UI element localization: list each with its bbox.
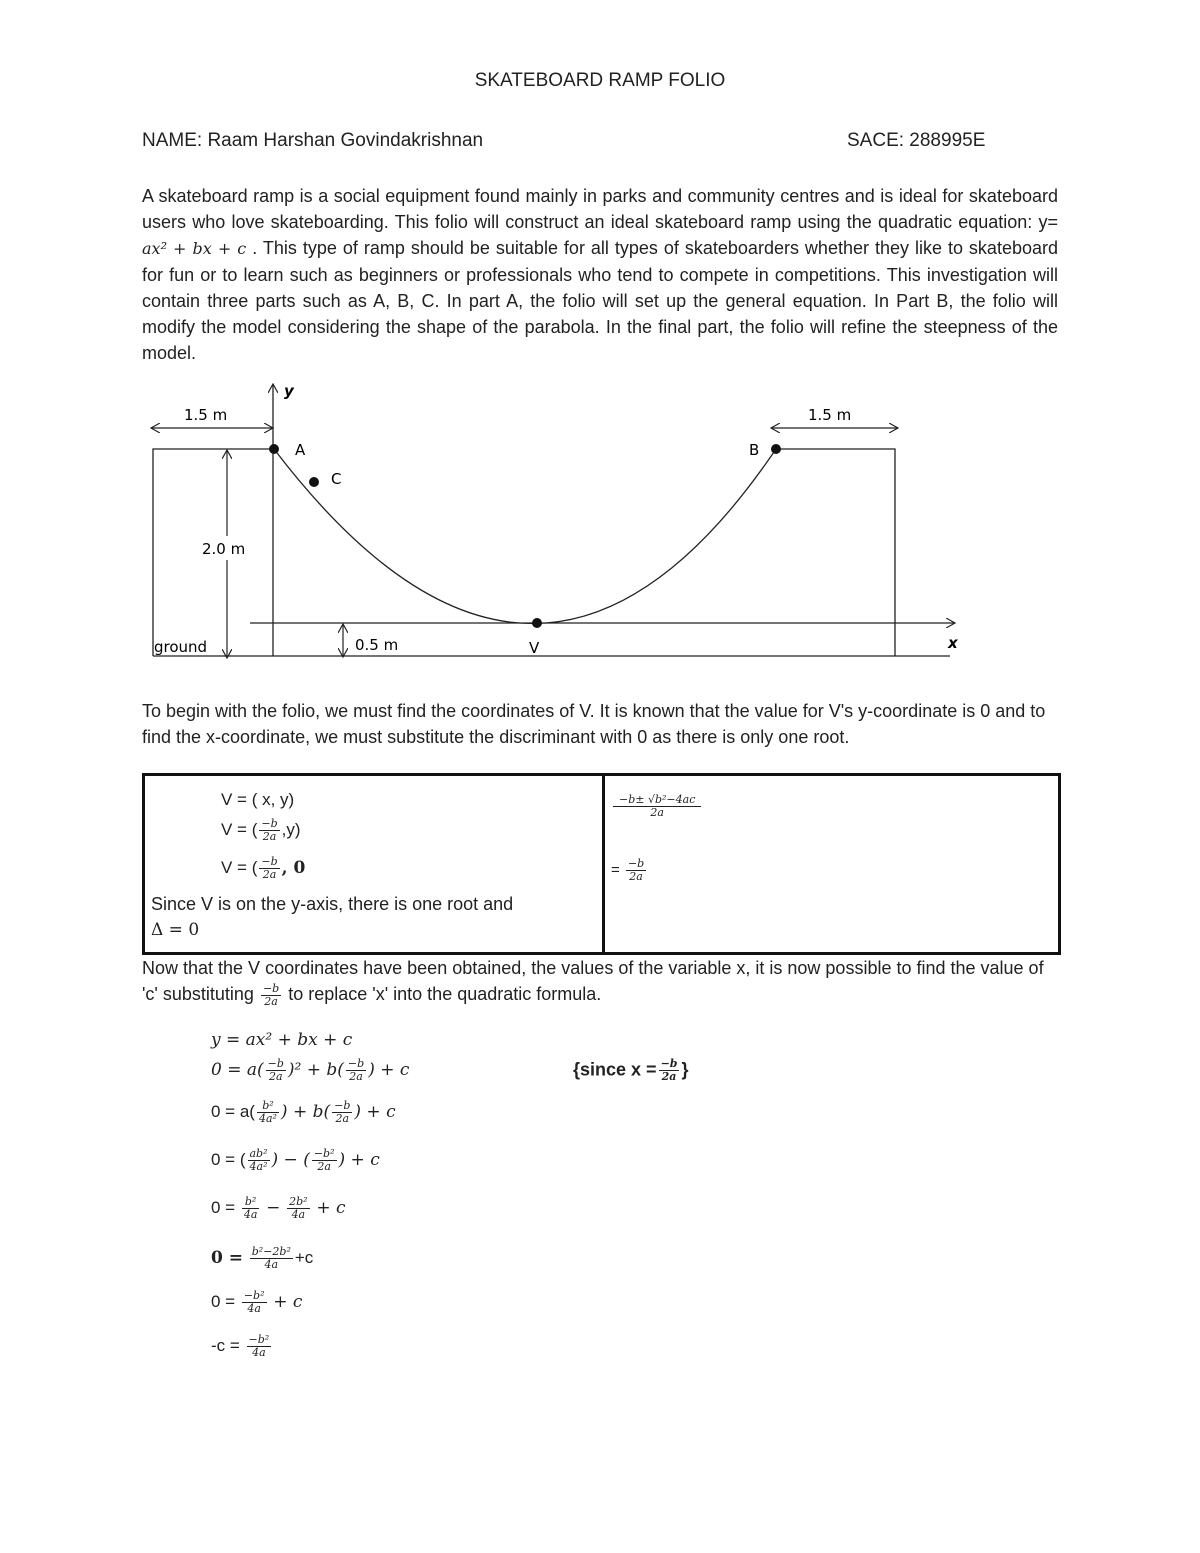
- fraction-numerator: −b²: [313, 1147, 335, 1160]
- step-7-fraction: [242, 1290, 267, 1315]
- point-c-marker: [309, 477, 319, 487]
- step-5-suffix: + c: [316, 1197, 346, 1218]
- height-label: 2.0 m: [202, 540, 246, 558]
- neg-b-over-2a-fraction: [266, 1058, 286, 1083]
- vertex-line-3-suffix: , 0: [281, 857, 306, 878]
- fraction-numerator: −b: [660, 1057, 678, 1070]
- since-note-suffix: }: [681, 1059, 689, 1080]
- fraction-numerator: −b: [347, 1057, 365, 1070]
- page-title: SKATEBOARD RAMP FOLIO: [474, 70, 726, 91]
- fraction-numerator: −b: [334, 1099, 351, 1112]
- step-4-prefix: 0 = (: [211, 1149, 246, 1169]
- intro-text-1: A skateboard ramp is a social equipment found mainly in parks and community centres and is ideal for skateboard users who love skateboarding. This folio will construct an ideal skateboard ramp using the quadratic equation: y=: [142, 186, 1058, 232]
- step-5: [211, 1196, 345, 1221]
- right-platform: [776, 449, 895, 656]
- step-7-suffix: + c: [273, 1291, 303, 1312]
- neg-b-over-2a-fraction: [259, 818, 279, 843]
- step-3-suffix: ) + c: [354, 1101, 396, 1122]
- point-v-marker: [532, 618, 542, 628]
- step-6-suffix: +c: [294, 1247, 314, 1267]
- fraction-numerator: −b: [267, 1057, 284, 1070]
- vertex-line-2-suffix: ,y): [281, 819, 301, 839]
- vertex-x-result: [611, 858, 648, 883]
- step-4-suffix: ) + c: [338, 1149, 380, 1170]
- fraction-numerator: 2b²: [289, 1195, 308, 1208]
- vertex-paragraph: To begin with the folio, we must find the coordinates of V. It is known that the value for V's y-coordinate is 0 and to find the x-coordinate, we must substitute the discriminant with 0 as there is only one root.: [142, 701, 1046, 747]
- point-b-label: B: [749, 441, 760, 459]
- fraction-denominator: 4a: [247, 1302, 261, 1315]
- fraction-denominator: 2a: [262, 830, 277, 843]
- step-6: [211, 1246, 313, 1271]
- vertex-height-label: 0.5 m: [355, 636, 399, 654]
- step-3-mid: ) + b(: [280, 1101, 331, 1122]
- step-3: [211, 1100, 396, 1125]
- step-4-fraction-2: [312, 1148, 337, 1173]
- fraction-numerator: −b²: [248, 1333, 270, 1346]
- fraction-numerator: b²: [257, 1100, 279, 1113]
- left-width-label: 1.5 m: [184, 406, 228, 424]
- fraction-denominator: 4a: [243, 1208, 258, 1221]
- vertex-line-3-prefix: V = (: [221, 857, 258, 877]
- intro-paragraph: [142, 183, 1058, 366]
- step-5-mid: −: [266, 1197, 281, 1218]
- quadratic-formula-fraction: [613, 794, 701, 819]
- fraction-numerator: b²: [242, 1196, 260, 1209]
- point-b-marker: [771, 444, 781, 454]
- fraction-numerator: −b: [261, 855, 278, 868]
- sace-number: SACE: 288995E: [847, 130, 986, 151]
- step-3-fraction: [257, 1100, 279, 1125]
- step-5-fraction-1: [242, 1196, 260, 1221]
- intro-text-2: . This type of ramp should be suitable for all types of skateboarders whether they like to skateboard for fun or to learn such as beginners or professionals who tend to compete in competitions. This investigation will contain three parts such as A, B, C. In part A, the folio will set up the general equation. In Part B, the folio will modify the model considering the shape of the parabola. In the final part, the folio will refine the steepness of the model.: [142, 238, 1058, 363]
- point-c-label: C: [331, 470, 342, 488]
- step-6-fraction: [250, 1246, 293, 1271]
- step-4-mid: ) − (: [271, 1149, 310, 1170]
- table-left-cell: [144, 775, 604, 954]
- step-7: [211, 1290, 302, 1315]
- fraction-denominator: 4a: [291, 1208, 306, 1221]
- fraction-denominator: 2a: [262, 868, 277, 881]
- point-a-label: A: [295, 441, 306, 459]
- vertex-line-1: V = ( x, y): [221, 790, 295, 809]
- fraction-numerator: −b: [627, 857, 645, 870]
- quadratic-denominator: 2a: [650, 806, 664, 819]
- step-7-prefix: 0 =: [211, 1291, 236, 1311]
- fraction-numerator: −b: [262, 981, 280, 995]
- substitution-text-2: to replace 'x' into the quadratic formula.: [288, 984, 602, 1004]
- step-2: [211, 1058, 409, 1083]
- since-x-note: [573, 1058, 689, 1083]
- fraction-numerator: b²−2b²: [251, 1245, 291, 1258]
- right-width-label: 1.5 m: [808, 406, 852, 424]
- student-name: NAME: Raam Harshan Govindakrishnan: [142, 130, 484, 151]
- delta-equation: Δ = 0: [151, 920, 200, 940]
- fraction-numerator: −b²: [243, 1289, 265, 1302]
- step-2-mid: )² + b(: [287, 1060, 344, 1080]
- general-equation: ax² + bx + c: [142, 239, 247, 258]
- neg-b-over-2a-fraction: [659, 1058, 680, 1083]
- x-axis-label: x: [948, 634, 958, 652]
- since-note-prefix: {since x =: [573, 1059, 657, 1080]
- neg-b-over-2a-fraction: [259, 856, 279, 881]
- ground-label: ground: [154, 638, 208, 656]
- step-4: [211, 1148, 380, 1173]
- fraction-denominator: 2a: [268, 1070, 283, 1083]
- neg-b-over-2a-fraction: [346, 1058, 366, 1083]
- quadratic-numerator: −b± √b²−4ac: [613, 794, 701, 807]
- vertex-calculation-table: [142, 773, 1061, 955]
- fraction-numerator: ab²: [249, 1147, 268, 1160]
- step-8: [211, 1334, 273, 1359]
- ramp-curve: [274, 449, 776, 624]
- point-a-marker: [269, 444, 279, 454]
- vertex-line-3: [221, 856, 305, 881]
- fraction-denominator: 2a: [317, 1160, 331, 1173]
- fraction-denominator: 2a: [629, 870, 643, 883]
- fraction-denominator: 2a: [264, 994, 278, 1008]
- quadratic-formula: [611, 794, 703, 819]
- step-1: y = ax² + bx + c: [211, 1030, 353, 1050]
- substitution-text-1: Now that the V coordinates have been obtained, the values of the variable x, it is now possible to find the value of 'c' substituting: [142, 958, 1044, 1004]
- fraction-denominator: 4a: [252, 1346, 266, 1359]
- neg-b-over-2a-fraction: [261, 983, 281, 1008]
- step-5-prefix: 0 =: [211, 1197, 236, 1217]
- step-3-prefix: 0 = a(: [211, 1101, 255, 1121]
- table-right-cell: [604, 775, 1060, 954]
- fraction-denominator: 2a: [349, 1070, 363, 1083]
- step-8-prefix: -c =: [211, 1335, 240, 1355]
- fraction-denominator: 4a: [264, 1258, 279, 1271]
- fraction-denominator: 2a: [661, 1070, 677, 1083]
- fraction-numerator: −b: [261, 817, 278, 830]
- substitution-paragraph: [142, 955, 1058, 1008]
- fraction-denominator: 2a: [335, 1112, 350, 1125]
- neg-b-over-2a-fraction: [332, 1100, 352, 1125]
- step-6-prefix: 0 =: [211, 1247, 243, 1268]
- step-2-suffix: ) + c: [368, 1060, 410, 1080]
- step-5-fraction-2: [287, 1196, 309, 1221]
- fraction-denominator: 4a²: [249, 1160, 268, 1173]
- step-2-prefix: 0 = a(: [211, 1060, 264, 1080]
- step-4-fraction-1: [248, 1148, 270, 1173]
- since-text: Since V is on the y-axis, there is one root and: [151, 894, 514, 914]
- neg-b-over-2a-fraction: [626, 858, 646, 883]
- equals-sign: =: [611, 861, 620, 879]
- vertex-line-2-prefix: V = (: [221, 819, 258, 839]
- ramp-diagram: [140, 378, 970, 663]
- step-8-fraction: [247, 1334, 272, 1359]
- fraction-denominator: 4a²: [258, 1112, 277, 1125]
- point-v-label: V: [529, 639, 540, 657]
- vertex-line-2: [221, 818, 301, 843]
- y-axis-label: y: [284, 382, 294, 400]
